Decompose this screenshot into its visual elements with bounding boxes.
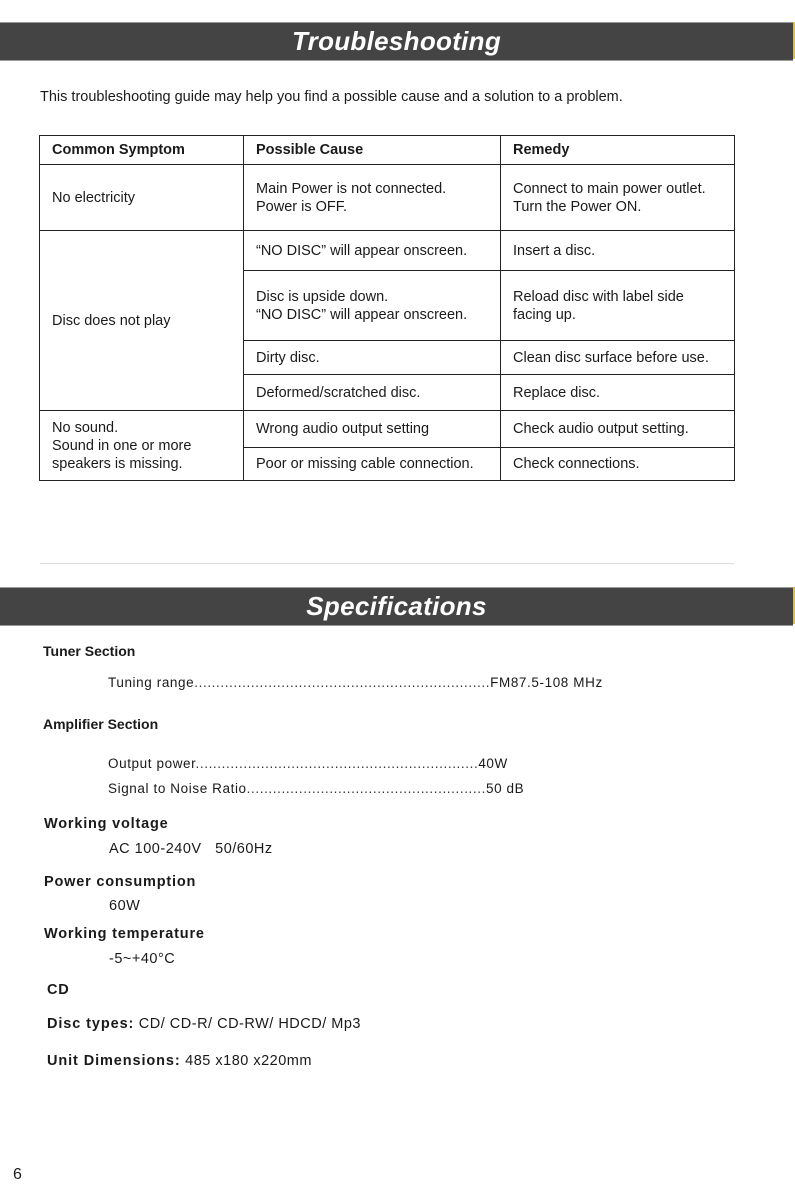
specifications-title: Specifications bbox=[306, 591, 487, 621]
table-row bbox=[40, 411, 735, 448]
cause-cell: Disc is upside down. “NO DISC” will appear onscreen. bbox=[244, 271, 501, 341]
header-cause: Possible Cause bbox=[244, 136, 501, 165]
tuner-heading: Tuner Section bbox=[43, 643, 136, 659]
consumption-value: 60W bbox=[109, 898, 141, 914]
remedy-cell: Connect to main power outlet. Turn the Power ON. bbox=[501, 165, 735, 231]
disc-types-value: CD/ CD-R/ CD-RW/ HDCD/ Mp3 bbox=[134, 1016, 361, 1032]
section-divider bbox=[40, 563, 734, 564]
troubleshooting-intro: This troubleshooting guide may help you find a possible cause and a solution to a problem. bbox=[40, 89, 623, 105]
specifications-banner bbox=[0, 587, 793, 626]
temperature-heading: Working temperature bbox=[44, 926, 205, 942]
cause-cell: Wrong audio output setting bbox=[244, 411, 501, 448]
disc-types-line bbox=[47, 1016, 361, 1032]
snr-value: 50 dB bbox=[485, 781, 525, 796]
cause-cell: Main Power is not connected. Power is OFF. bbox=[244, 165, 501, 231]
amplifier-heading: Amplifier Section bbox=[43, 716, 159, 732]
page-number: 6 bbox=[13, 1166, 22, 1183]
table-row bbox=[40, 165, 735, 231]
symptom-cell bbox=[40, 165, 244, 231]
tuning-range-line bbox=[108, 675, 603, 690]
cd-heading: CD bbox=[47, 982, 70, 998]
table-header-row bbox=[40, 136, 735, 165]
tuning-range-label: Tuning range bbox=[108, 675, 195, 690]
snr-label: Signal to Noise Ratio bbox=[108, 781, 247, 796]
output-power-value: 40W bbox=[478, 756, 508, 771]
cause-cell: Dirty disc. bbox=[244, 341, 501, 375]
tuning-range-value: FM87.5-108 MHz bbox=[490, 675, 603, 690]
header-symptom: Common Symptom bbox=[40, 136, 244, 165]
snr-line bbox=[108, 781, 524, 796]
voltage-heading: Working voltage bbox=[44, 816, 169, 832]
consumption-heading: Power consumption bbox=[44, 874, 197, 890]
remedy-cell: Check audio output setting. bbox=[501, 411, 735, 448]
dimensions-label: Unit Dimensions: bbox=[47, 1053, 181, 1069]
remedy-cell: Insert a disc. bbox=[501, 231, 735, 271]
troubleshooting-title: Troubleshooting bbox=[291, 26, 502, 56]
output-power-label: Output power bbox=[108, 756, 196, 771]
voltage-value: AC 100-240V 50/60Hz bbox=[109, 841, 273, 857]
remedy-cell: Check connections. bbox=[501, 448, 735, 481]
header-remedy: Remedy bbox=[501, 136, 735, 165]
symptom-text: No electricity bbox=[52, 189, 135, 206]
cause-cell: “NO DISC” will appear onscreen. bbox=[244, 231, 501, 271]
dimensions-line bbox=[47, 1053, 312, 1069]
dimensions-value: 485 x180 x220mm bbox=[180, 1053, 312, 1069]
leader-dots: ................................................................. bbox=[195, 756, 479, 771]
symptom-cell: No sound. Sound in one or more speakers is missing. bbox=[40, 411, 244, 481]
output-power-line bbox=[108, 756, 508, 771]
disc-types-label: Disc types: bbox=[47, 1016, 135, 1032]
leader-dots: ....................................................... bbox=[246, 781, 486, 796]
troubleshooting-table bbox=[39, 135, 735, 481]
table-row bbox=[40, 231, 735, 271]
cause-cell: Deformed/scratched disc. bbox=[244, 375, 501, 411]
symptom-text: Disc does not play bbox=[52, 312, 171, 329]
cause-cell: Poor or missing cable connection. bbox=[244, 448, 501, 481]
remedy-cell: Reload disc with label side facing up. bbox=[501, 271, 735, 341]
remedy-cell: Clean disc surface before use. bbox=[501, 341, 735, 375]
symptom-cell bbox=[40, 231, 244, 411]
troubleshooting-banner bbox=[0, 22, 793, 61]
remedy-cell: Replace disc. bbox=[501, 375, 735, 411]
temperature-value: -5~+40°C bbox=[109, 951, 176, 967]
leader-dots: .................................................................... bbox=[194, 675, 491, 690]
